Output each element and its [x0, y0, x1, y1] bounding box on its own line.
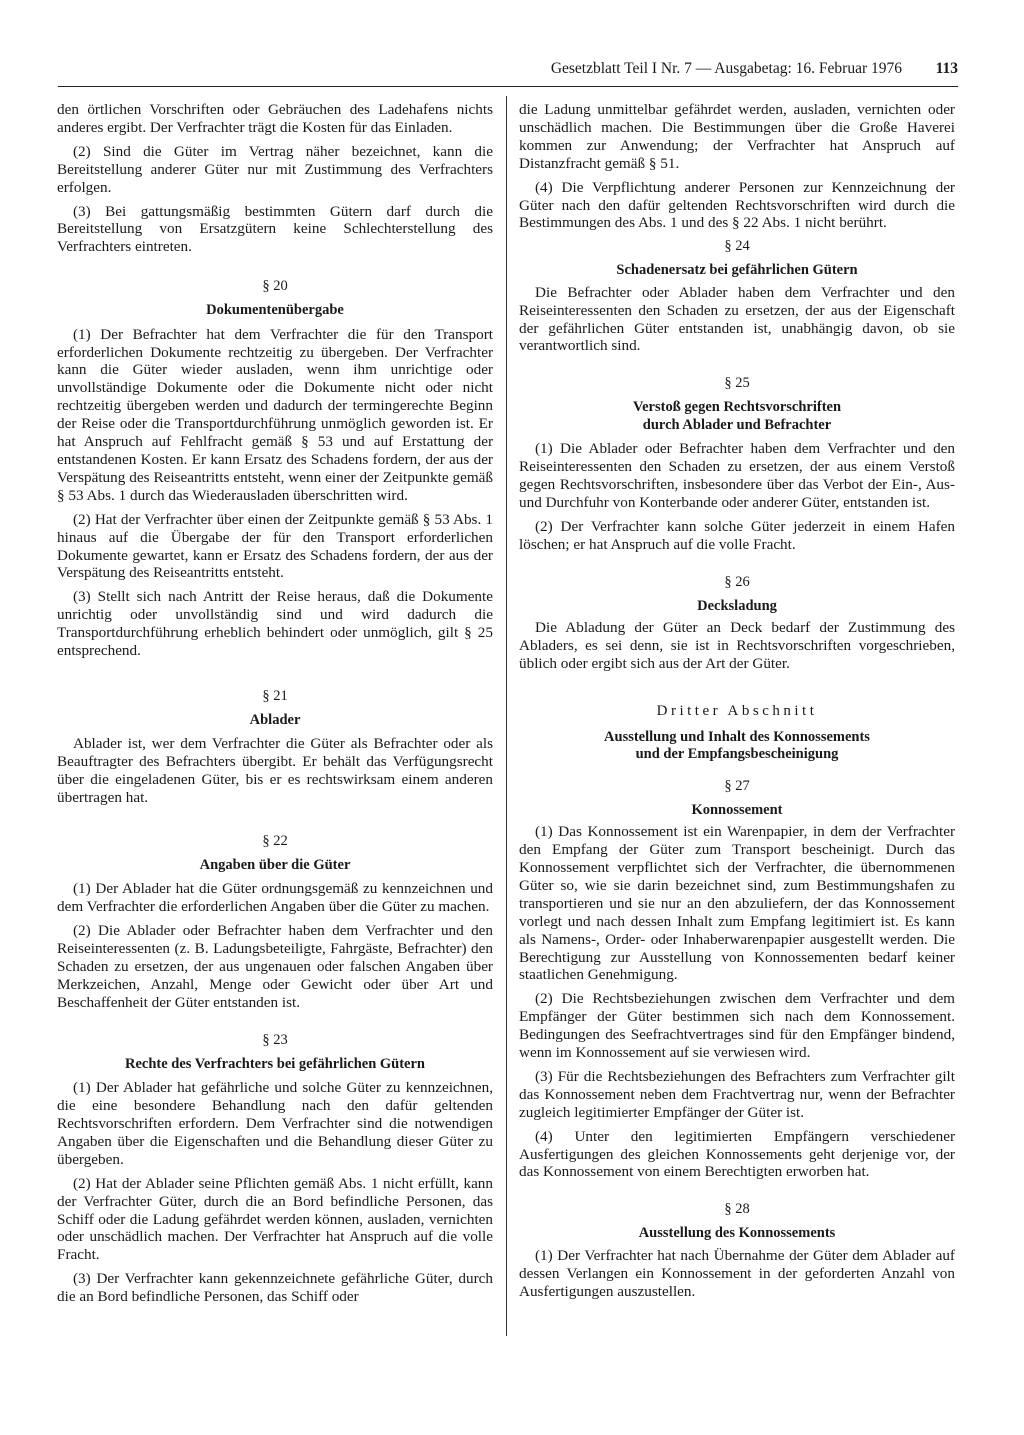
section-title: Schadenersatz bei gefährlichen Gütern — [616, 262, 858, 279]
paragraph: (1) Die Ablader oder Befrachter haben dem Verfrachter und den Reiseinteressenten den Schaden zu ersetzen, der aus einem Verstoß gegen Rechtsvorschriften, insbesondere über das Verbot der Ein-, Aus- und Durchfuhr von Konterbande oder anderer Güter, entstanden ist. — [519, 440, 955, 511]
section-title: Ausstellung des Konnossements — [638, 1225, 836, 1242]
section-number: § 25 — [724, 375, 750, 392]
paragraph: Die Abladung der Güter an Deck bedarf der Zustimmung des Abladers, es sei denn, sie ist in Rechtsvorschriften vorgeschrieben, üblich oder ergibt sich aus der Art der Güter. — [519, 619, 955, 672]
right-column — [519, 101, 955, 1301]
section-number: § 28 — [724, 1201, 750, 1218]
paragraph: (1) Der Verfrachter hat nach Übernahme der Güter dem Ablader auf dessen Verlangen ein Konnossement in der geforderten Anzahl von Ausfertigungen auszustellen. — [519, 1246, 955, 1300]
paragraph: (3) Der Verfrachter kann gekennzeichnete gefährliche Güter, durch die an Bord befindliche Personen, das Schiff oder — [57, 1270, 493, 1306]
section-title: Decksladung — [697, 597, 777, 614]
paragraph: (2) Der Verfrachter kann solche Güter jederzeit in einem Hafen löschen; er hat Anspruch auf die volle Fracht. — [519, 517, 955, 553]
running-title: Gesetzblatt Teil I Nr. 7 — Ausgabetag: 16. Februar 1976 — [550, 60, 902, 77]
left-column — [57, 101, 493, 1306]
paragraph: den örtlichen Vorschriften oder Gebräuchen des Ladehafens nichts anderes ergibt. Der Verfrachter trägt die Kosten für das Einladen. — [57, 101, 493, 136]
section-title: Rechte des Verfrachters bei gefährlichen Gütern — [124, 1055, 425, 1072]
paragraph: Ablader ist, wer dem Verfrachter die Güter als Befrachter oder als Beauftragter des Befrachters übergibt. Er behält das Verfügungsrecht über die eingeladenen Güter, bis er es rechtswirksam einem anderen übertragen hat. — [57, 735, 493, 807]
page-header — [58, 60, 958, 84]
section-title: Dokumentenübergabe — [206, 302, 344, 319]
section-number: § 24 — [724, 238, 750, 255]
paragraph: (2) Hat der Verfrachter über einen der Zeitpunkte gemäß § 53 Abs. 1 hinaus auf die Übergabe der für den Transport erforderlichen Dokumente gewartet, kann er Ersatz des Schadens fordern, der aus der Verspätung des Reiseantritts entsteht. — [57, 510, 493, 582]
paragraph: (4) Unter den legitimierten Empfängern verschiedener Ausfertigungen des gleichen Konnossements geht derjenige vor, der das Konnossement von einem Berechtigten erworben hat. — [519, 1127, 955, 1181]
section-number: § 23 — [262, 1031, 288, 1048]
paragraph: (2) Die Rechtsbeziehungen zwischen dem Verfrachter und dem Empfänger der Güter bestimmen sich nach dem Konnossement. Bedingungen des Seefrachtvertrages sind für den Empfänger bindend, wenn im Konnossement auf sie verwiesen wird. — [519, 990, 955, 1062]
chapter-title: Ausstellung und Inhalt des Konnossements — [604, 728, 870, 745]
paragraph: (1) Der Ablader hat gefährliche und solche Güter zu kennzeichnen, die eine besondere Behandlung nach den dafür geltenden Rechtsvorschriften erfordern. Dem Verfrachter sind die notwendigen Angaben über die Eigenschaften und die Behandlung dieser Güter zu übergeben. — [57, 1079, 493, 1168]
section-number: § 27 — [724, 777, 750, 794]
section-title: Verstoß gegen Rechtsvorschriften — [632, 399, 842, 416]
header-rule — [58, 86, 958, 87]
paragraph: (2) Sind die Güter im Vertrag näher bezeichnet, kann die Bereitstellung anderer Güter nur mit Zustimmung des Verfrachters erfolgen. — [57, 142, 493, 196]
paragraph: (1) Der Befrachter hat dem Verfrachter die für den Transport erforderlichen Dokumente rechtzeitig zu übergeben. Der Verfrachter kann die Güter wieder ausladen, wenn ihm unrichtige oder unvollständige Dokumente oder die Dokumente nicht oder nicht rechtzeitig übergeben werden und dadurch der termingerechte Beginn der Reise oder die Transportdurchführung unmöglich geworden ist. Er hat Anspruch auf Fehlfracht gemäß § 53 und auf Erstattung der entstandenen Kosten. Er kann Ersatz des Schadens fordern, der aus der Verspätung des Reiseantritts entsteht, wenn einer der Zeitpunkte gemäß § 53 Abs. 1 durch das Wiederausladen überschritten wird. — [57, 325, 493, 504]
section-number: § 20 — [262, 278, 288, 295]
chapter-heading: Dritter Abschnitt — [656, 702, 818, 719]
paragraph: (2) Die Ablader oder Befrachter haben dem Verfrachter und den Reiseinteressenten (z. B. Ladungsbeteiligte, Fahrgäste, Befrachter) den Schaden zu ersetzen, der aus ungenauen oder falschen Angaben über Merkzeichen, Anzahl, Menge oder Gewicht oder über Art und Beschaffenheit der Güter entstanden ist. — [57, 922, 493, 1011]
section-number: § 22 — [262, 833, 288, 849]
paragraph: (1) Das Konnossement ist ein Warenpapier, in dem der Verfrachter den Empfang der Güter zum Transport bescheinigt. Durch das Konnossement verpflichtet sich der Verfrachter, die übernommenen Güter so, wie sie darin bezeichnet sind, zum Bestimmungshafen zu transportieren und sie nur an den abzuliefern, der das Konnossement vorlegt und nach dessen Inhalt zum Empfang legitimiert ist. Es kann als Namens-, Order- oder Inhaberwarenpapier ausgestellt werden. Die Berechtigung zur Ausstellung von Konnossementen bedarf keiner staatlichen Genehmigung. — [519, 823, 955, 984]
paragraph: die Ladung unmittelbar gefährdet werden, ausladen, vernichten oder unschädlich machen. Die Bestimmungen über die Große Haverei kommen zur Anwendung; der Verfrachter hat Anspruch auf Distanzfracht gemäß § 51. — [519, 101, 955, 172]
section-title: Angaben über die Güter — [199, 856, 351, 873]
chapter-title: und der Empfangsbescheinigung — [635, 746, 839, 763]
paragraph: (2) Hat der Ablader seine Pflichten gemäß Abs. 1 nicht erfüllt, kann der Verfrachter Güter, durch die an Bord befindliche Personen, das Schiff oder die Ladung gefährdet werden können, ausladen, vernichten oder unschädlich machen. Der Verfrachter hat Anspruch auf die volle Fracht. — [57, 1174, 493, 1264]
section-title: durch Ablader und Befrachter — [642, 416, 832, 433]
paragraph: (1) Der Ablader hat die Güter ordnungsgemäß zu kennzeichnen und dem Verfrachter die erforderlichen Angaben über die Güter zu machen. — [57, 880, 493, 916]
paragraph: (3) Stellt sich nach Antritt der Reise heraus, daß die Dokumente unrichtig oder unvollständig sind und wird dadurch die Transportdurchführung erheblich behindert oder unmöglich, gilt § 25 entsprechend. — [57, 588, 493, 660]
section-title: Konnossement — [691, 801, 783, 818]
column-divider — [506, 96, 507, 1336]
paragraph: (3) Für die Rechtsbeziehungen des Befrachters zum Verfrachter gilt das Konnossement neben dem Frachtvertrag nur, wenn der Befrachter zugleich legitimierter Empfänger der Güter ist. — [519, 1067, 955, 1121]
paragraph: (4) Die Verpflichtung anderer Personen zur Kennzeichnung der Güter nach den dafür geltenden Rechtsvorschriften wird durch die Bestimmungen des Abs. 1 und des § 22 Abs. 1 nicht berührt. — [519, 178, 955, 232]
paragraph: (3) Bei gattungsmäßig bestimmten Gütern darf durch die Bereitstellung von Ersatzgütern keine Schlechterstellung des Verfrachters eintreten. — [57, 202, 493, 256]
section-number: § 21 — [262, 687, 288, 704]
section-number: § 26 — [724, 573, 750, 590]
paragraph: Die Befrachter oder Ablader haben dem Verfrachter und den Reiseinteressenten den Schaden zu ersetzen, der aus der Eigenschaft der gefährlichen Güter entstanden ist, unabhängig davon, ob sie verantwortlich sind. — [519, 283, 955, 355]
section-title: Ablader — [249, 711, 301, 728]
page-number: 113 — [935, 60, 958, 77]
